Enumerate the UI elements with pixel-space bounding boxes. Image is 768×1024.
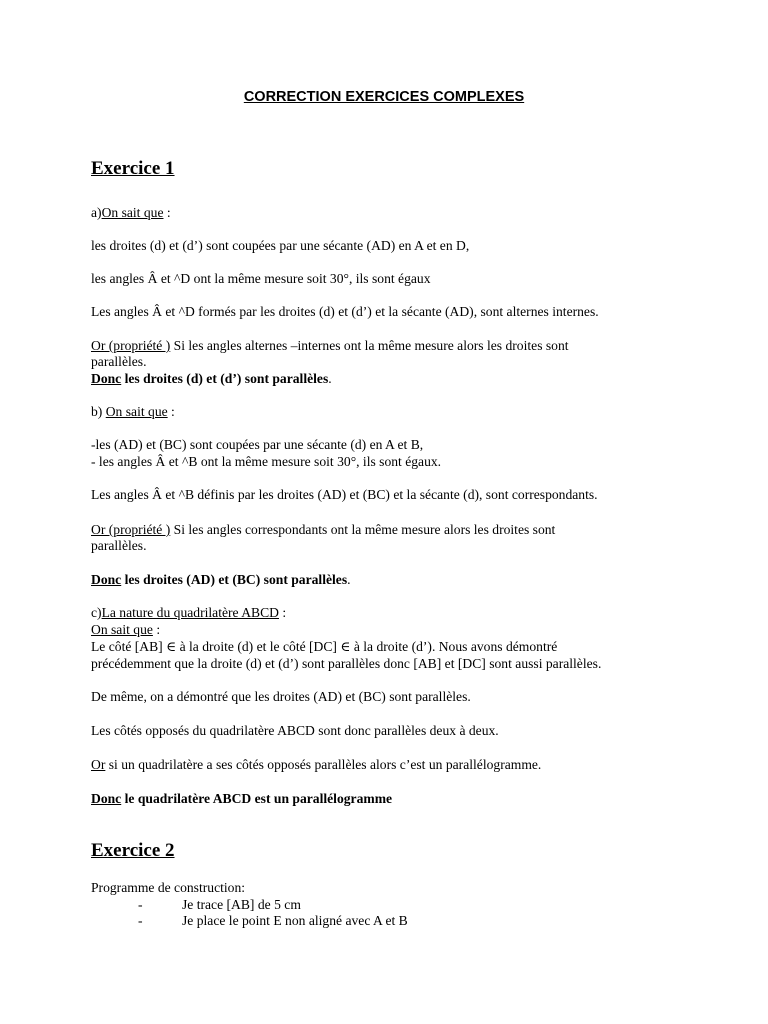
ex2-step-2-bullet: - [138,913,143,928]
exercice-2-heading: Exercice 2 [91,840,175,861]
ex1-c-conclusion [91,791,392,807]
document-title: CORRECTION EXERCICES COMPLEXES [243,89,525,105]
ex1-c-line3: De même, on a démontré que les droites (AD) et (BC) sont parallèles. [91,689,471,704]
ex1-a-donc: Donc [91,371,122,386]
ex1-a-or-cont: parallèles. [91,354,147,369]
ex1-b-prefix: b) [91,404,106,419]
ex1-b-or-rest: Si les angles correspondants ont la même mesure alors les droites sont [170,522,556,537]
ex1-b-on-sait-que: On sait que [105,404,168,419]
ex1-a-period: . [328,371,332,386]
exercice-1-heading: Exercice 1 [91,158,175,179]
ex1-c-donc: Donc [91,791,122,806]
ex1-b-donc-rest: les droites (AD) et (BC) sont parallèles [121,572,348,587]
ex1-b-or-propriete: Or (propriété ) [91,522,171,537]
ex1-a-line1: les droites (d) et (d’) sont coupées par une sécante (AD) en A et en D, [91,238,470,253]
ex1-b-intro [91,404,175,420]
ex1-c-or: Or [91,757,106,772]
ex1-b-colon: : [167,404,175,419]
ex2-step-2: Je place le point E non aligné avec A et B [182,913,408,928]
ex1-a-conclusion [91,371,332,387]
ex1-c-intro [91,605,286,621]
ex1-c-prefix: c) [91,605,102,620]
ex1-a-colon: : [163,205,171,220]
ex1-a-line2: les angles Â et ^D ont la même mesure soit 30°, ils sont égaux [91,271,431,286]
ex1-c-nature: La nature du quadrilatère ABCD [101,605,279,620]
ex1-a-on-sait-que: On sait que [101,205,164,220]
ex1-b-or-cont: parallèles. [91,538,147,553]
ex1-c-or-rest: si un quadrilatère a ses côtés opposés parallèles alors c’est un parallélogramme. [105,757,542,772]
ex1-c-donc-rest: le quadrilatère ABCD est un parallélogramme [121,791,393,806]
ex1-c-colon: : [278,605,287,620]
ex1-a-or-line [91,338,569,354]
ex1-a-prefix: a) [91,205,102,220]
ex1-b-donc: Donc [91,572,122,587]
ex1-c-on-sait-que: On sait que [91,622,153,637]
ex2-step-1-bullet: - [138,897,143,912]
ex1-b-line2: - les angles Â et ^B ont la même mesure soit 30°, ils sont égaux. [91,454,442,469]
ex1-b-conclusion [91,572,351,588]
ex1-a-or-propriete: Or (propriété ) [91,338,171,353]
ex2-step-1: Je trace [AB] de 5 cm [182,897,301,912]
ex1-c-or-line [91,757,541,773]
ex1-a-or-rest: Si les angles alternes –internes ont la même mesure alors les droites sont [170,338,569,353]
ex1-b-line1: -les (AD) et (BC) sont coupées par une sécante (d) en A et B, [91,437,424,452]
ex1-a-line3: Les angles Â et ^D formés par les droites (d) et (d’) et la sécante (AD), sont alternes internes. [91,304,599,319]
ex1-b-or-line [91,522,555,538]
ex1-b-period: . [347,572,351,587]
ex1-a-donc-rest: les droites (d) et (d’) sont parallèles [121,371,329,386]
ex1-a-intro [91,205,171,221]
ex1-c-on-sait-colon: : [152,622,161,637]
ex1-c-line2: précédemment que la droite (d) et (d’) sont parallèles donc [AB] et [DC] sont aussi parallèles. [91,656,602,671]
ex1-c-line4: Les côtés opposés du quadrilatère ABCD sont donc parallèles deux à deux. [91,723,499,738]
ex1-c-line1: Le côté [AB] ∈ à la droite (d) et le côté [DC] ∈ à la droite (d’). Nous avons démontré [91,639,558,654]
ex1-b-line3: Les angles Â et ^B définis par les droites (AD) et (BC) et la sécante (d), sont correspondants. [91,487,598,502]
ex1-c-on-sait-line [91,622,160,638]
ex2-intro: Programme de construction: [91,880,246,895]
